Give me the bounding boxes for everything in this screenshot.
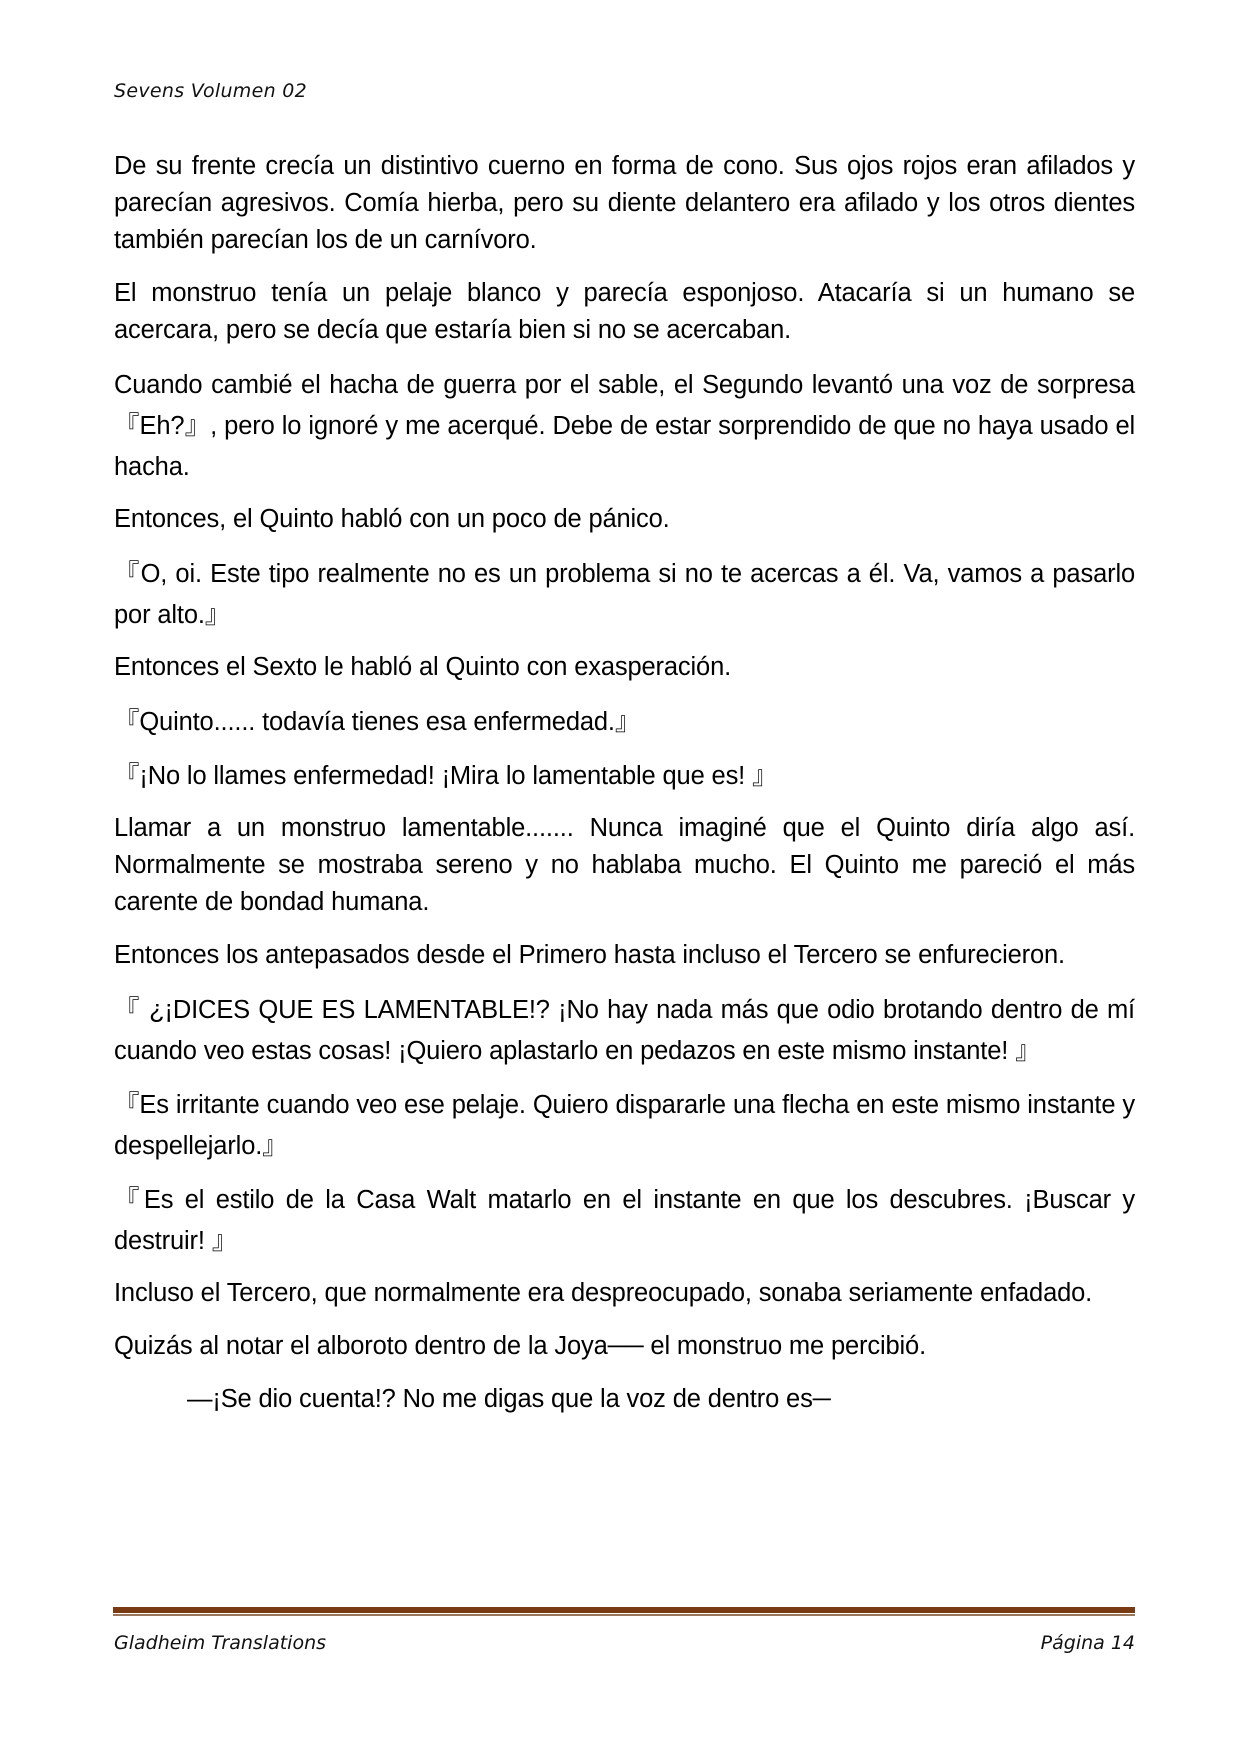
paragraph: Entonces el Sexto le habló al Quinto con exasperación. <box>114 653 732 681</box>
dialog-line: 『¡No lo llames enfermedad! ¡Mira lo lamentable que es! 』 <box>114 762 778 790</box>
footer-divider <box>113 1607 1135 1616</box>
dialog-line: 『Es el estilo de la Casa Walt matarlo en el instante en que los descubres. ¡Buscar y destruir! 』 <box>114 1186 1135 1255</box>
dialog-line: 『Es irritante cuando veo ese pelaje. Quiero dispararle una flecha en este mismo instante y despellejarlo.』 <box>114 1091 1135 1160</box>
footer-divider-thin <box>113 1614 1135 1616</box>
paragraph: Entonces, el Quinto habló con un poco de pánico. <box>114 505 670 533</box>
dialog-line: 『Quinto...... todavía tienes esa enfermedad.』 <box>114 708 641 736</box>
paragraph: Quizás al notar el alboroto dentro de la Joya── el monstruo me percibió. <box>114 1332 927 1360</box>
footer-page-number: Página 14 <box>1040 1632 1135 1654</box>
footer-publisher: Gladheim Translations <box>114 1632 327 1654</box>
dialog-line: 『O, oi. Este tipo realmente no es un problema si no te acercas a él. Va, vamos a pasarlo por alto.』 <box>114 560 1135 629</box>
paragraph: Llamar a un monstruo lamentable....... Nunca imaginé que el Quinto diría algo así. Normalmente se mostraba sereno y no hablaba mucho. El Quinto me pareció el más carente de bondad humana. <box>114 814 1135 916</box>
indented-thought-line: ―¡Se dio cuenta!? No me digas que la voz de dentro es─ <box>187 1385 831 1413</box>
footer-divider-thick <box>113 1607 1135 1613</box>
paragraph: De su frente crecía un distintivo cuerno en forma de cono. Sus ojos rojos eran afilados y parecían agresivos. Comía hierba, pero su diente delantero era afilado y los otros dientes también parecían los de un carnívoro. <box>114 152 1135 254</box>
running-header: Sevens Volumen 02 <box>114 80 308 102</box>
paragraph: Incluso el Tercero, que normalmente era despreocupado, sonaba seriamente enfadado. <box>114 1279 1093 1307</box>
page-body <box>114 148 1135 1434</box>
paragraph: El monstruo tenía un pelaje blanco y parecía esponjoso. Atacaría si un humano se acercara, pero se decía que estaría bien si no se acercaban. <box>114 279 1135 344</box>
paragraph: Entonces los antepasados desde el Primero hasta incluso el Tercero se enfurecieron. <box>114 941 1065 969</box>
dialog-line: 『 ¿¡DICES QUE ES LAMENTABLE!? ¡No hay nada más que odio brotando dentro de mí cuando veo estas cosas! ¡Quiero aplastarlo en pedazos en este mismo instante! 』 <box>114 996 1135 1065</box>
paragraph: Cuando cambié el hacha de guerra por el sable, el Segundo levantó una voz de sorpresa 『Eh?』, pero lo ignoré y me acerqué. Debe de estar sorprendido de que no haya usado el hacha. <box>114 371 1135 481</box>
